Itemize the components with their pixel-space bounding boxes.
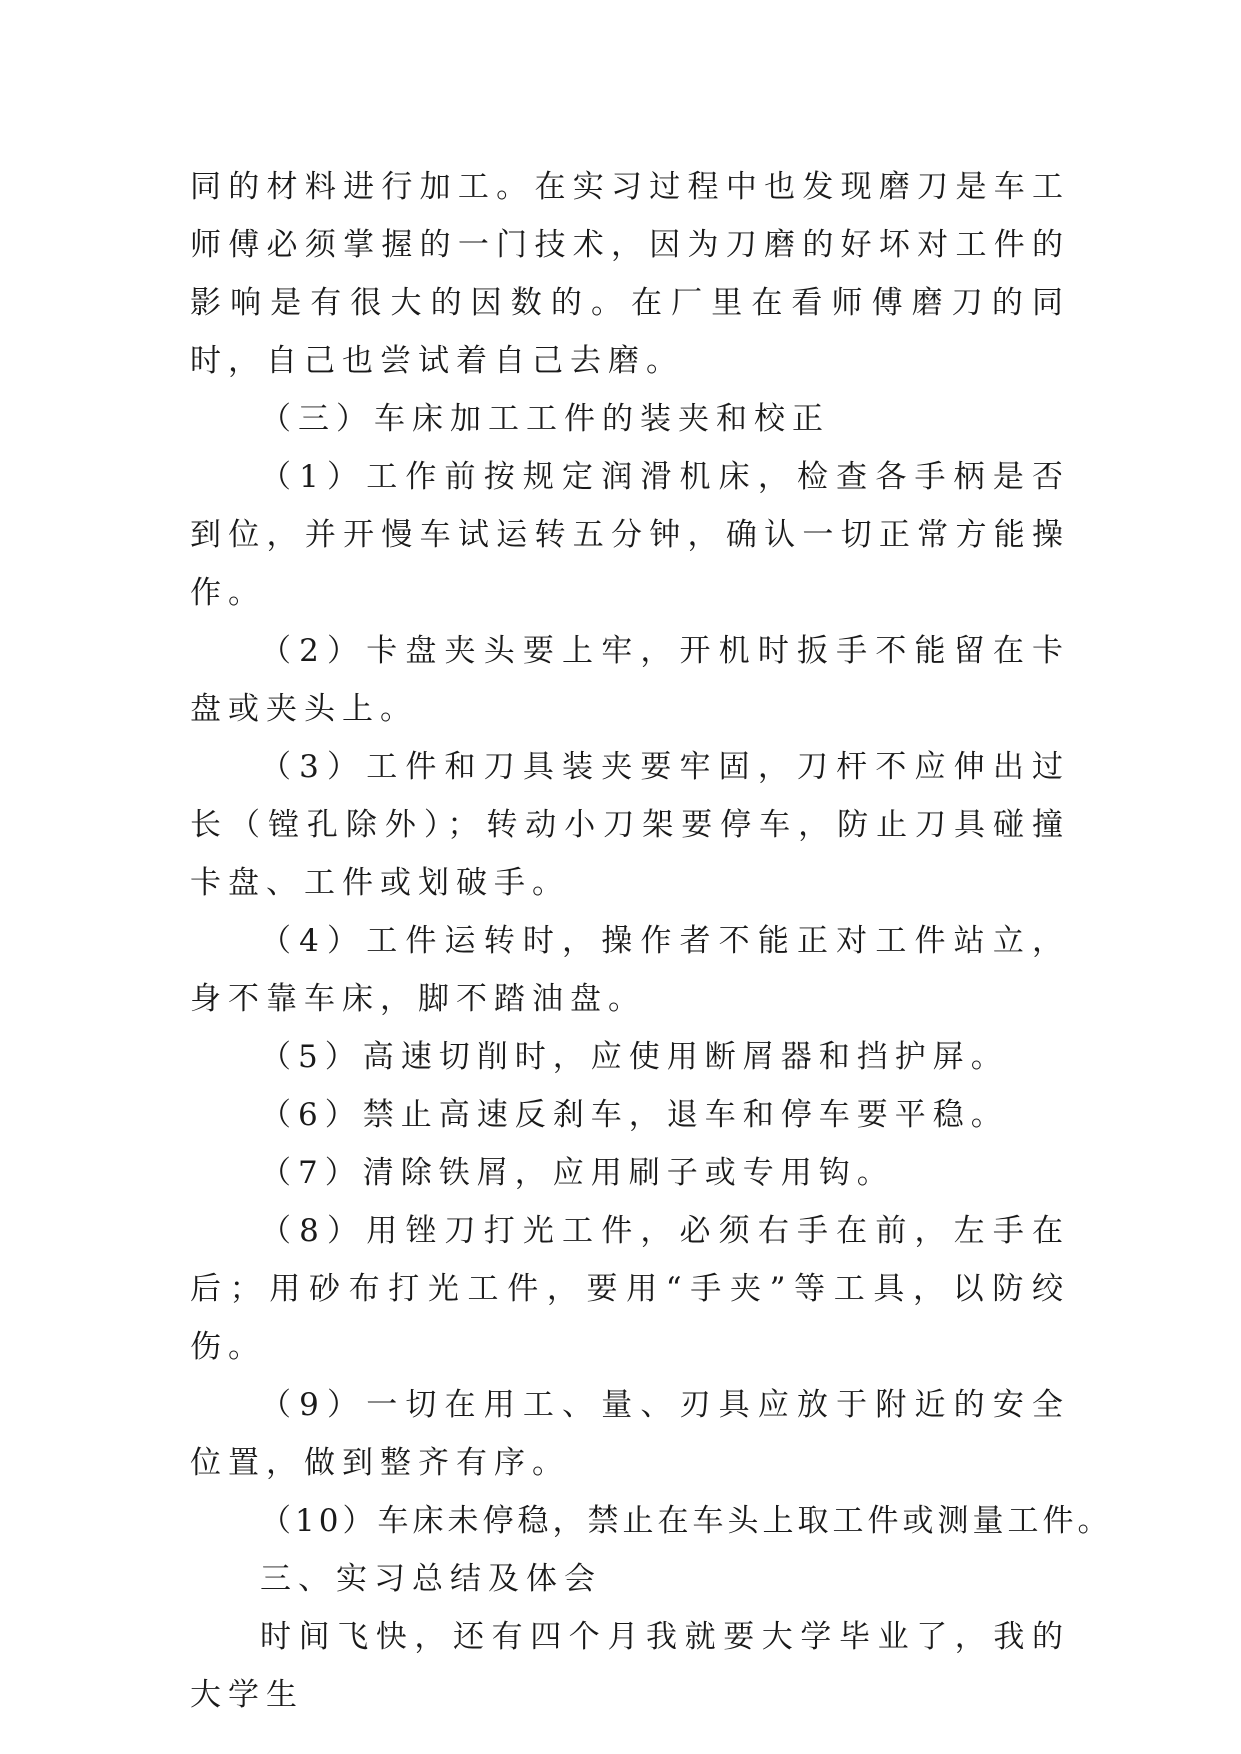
section-heading-3: （三）车床加工工件的装夹和校正 [260,401,830,437]
rule-item-7: （7）清除铁屑，应用刷子或专用钩。 [260,1155,895,1191]
rule-item-6: （6）禁止高速反刹车，退车和停车要平稳。 [260,1097,1009,1133]
rule-item-8: （8）用锉刀打光工件，必须右手在前，左手在后；用砂布打光工件，要用“手夹”等工具，以防绞伤。 [190,1213,1070,1365]
summary-paragraph: 时间飞快，还有四个月我就要大学毕业了，我的大学生 [190,1619,1070,1713]
rule-item-3: （3）工件和刀具装夹要牢固，刀杆不应伸出过长（镗孔除外）；转动小刀架要停车，防止刀具碰撞卡盘、工件或划破手。 [190,749,1070,901]
rule-item-1: （1）工作前按规定润滑机床，检查各手柄是否到位，并开慢车试运转五分钟，确认一切正常方能操作。 [190,459,1070,611]
section-heading-summary: 三、实习总结及体会 [260,1561,602,1597]
document-body [190,158,1113,1724]
rule-item-2: （2）卡盘夹头要上牢，开机时扳手不能留在卡盘或夹头上。 [190,633,1070,727]
paragraph-1: 同的材料进行加工。在实习过程中也发现磨刀是车工师傅必须掌握的一门技术，因为刀磨的好坏对工件的影响是有很大的因数的。在厂里在看师傅磨刀的同时，自己也尝试着自己去磨。 [190,169,1070,379]
rule-item-5: （5）高速切削时，应使用断屑器和挡护屏。 [260,1039,1009,1075]
rule-item-9: （9）一切在用工、量、刃具应放于附近的安全位置，做到整齐有序。 [190,1387,1070,1481]
rule-item-4: （4）工件运转时，操作者不能正对工件站立，身不靠车床，脚不踏油盘。 [190,923,1070,1017]
rule-item-10: （10）车床未停稳，禁止在车头上取工件或测量工件。 [260,1503,1113,1539]
